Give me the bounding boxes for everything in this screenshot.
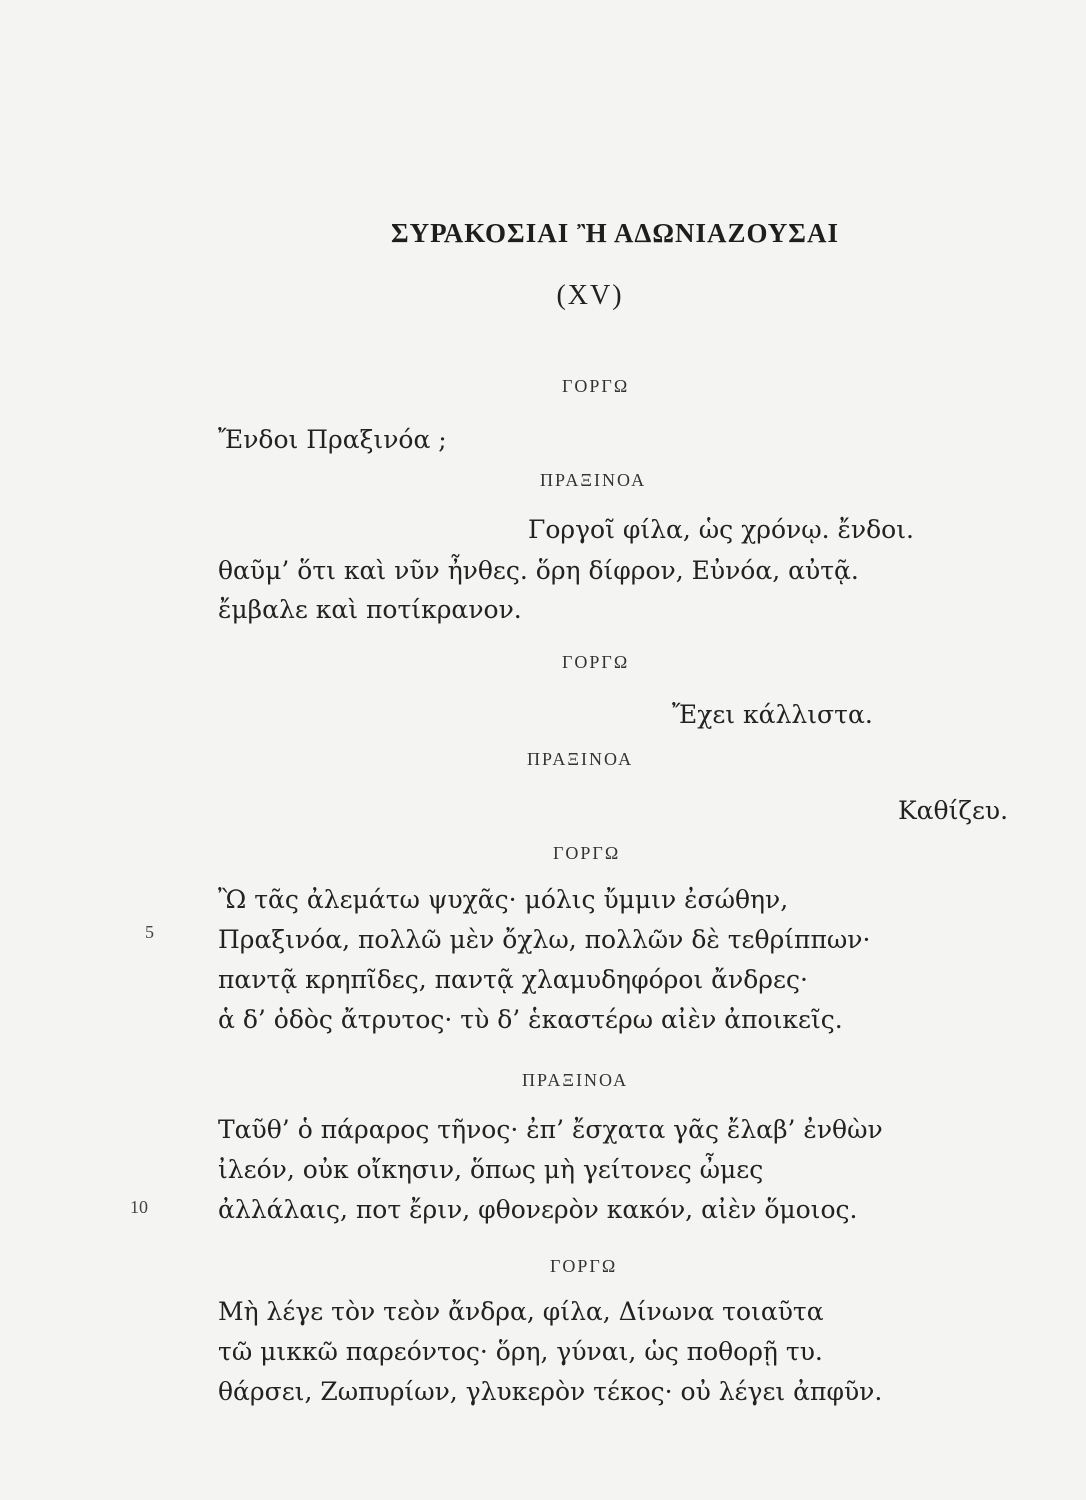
verse-line: Καθίζευ. (898, 796, 1009, 825)
verse-line: Πραξινόα, πολλῶ μὲν ὄχλω, πολλῶν δὲ τεθρίππων· (218, 925, 871, 954)
speaker-label: ΠΡΑΞΙΝΟΑ (522, 1070, 629, 1090)
speaker-label: ΓΟΡΓΩ (562, 376, 630, 396)
verse-line: παντᾷ κρηπῖδες, παντᾷ χλαμυδηφόροι ἄνδρες· (218, 965, 808, 994)
verse-line: Ἔνδοι Πραξινόα ; (218, 425, 447, 454)
verse-line: Ἔχει κάλλιστα. (672, 700, 873, 729)
speaker-label: ΓΟΡΓΩ (553, 843, 621, 863)
verse-line: Μὴ λέγε τὸν τεὸν ἄνδρα, φίλα, Δίνωνα τοιαῦτα (218, 1297, 824, 1326)
idyll-number: (XV) (556, 280, 624, 311)
verse-line: θαῦμ’ ὅτι καὶ νῦν ἦνθες. ὅρη δίφρον, Εὐνόα, αὐτᾷ. (218, 556, 859, 585)
verse-line: Γοργοῖ φίλα, ὡς χρόνῳ. ἔνδοι. (528, 515, 914, 544)
speaker-label: ΠΡΑΞΙΝΟΑ (540, 470, 647, 490)
verse-line: ἀλλάλαις, ποτ ἔριν, φθονερὸν κακόν, αἰὲν ὅμοιος. (218, 1195, 858, 1224)
verse-line: Ταῦθ’ ὁ πάραρος τῆνος· ἐπ’ ἔσχατα γᾶς ἔλαβ’ ἐνθὼν (218, 1115, 883, 1144)
verse-line: ἰλεόν, οὐκ οἴκησιν, ὅπως μὴ γείτονες ὦμες (218, 1155, 764, 1184)
verse-line: ἁ δ’ ὁδὸς ἄτρυτος· τὺ δ’ ἑκαστέρω αἰὲν ἀποικεῖς. (218, 1005, 843, 1034)
poem-title: ΣΥΡΑΚΟΣΙΑΙ Ἢ ΑΔΩΝΙΑΖΟΥΣΑΙ (391, 218, 839, 248)
verse-line: ἔμβαλε καὶ ποτίκρανον. (218, 595, 522, 624)
verse-line: Ὢ τᾶς ἀλεμάτω ψυχᾶς· μόλις ὔμμιν ἐσώθην, (218, 885, 789, 914)
line-number: 10 (130, 1197, 148, 1217)
verse-line: θάρσει, Ζωπυρίων, γλυκερὸν τέκος· οὐ λέγει ἀπφῦν. (218, 1377, 883, 1406)
verse-line: τῶ μικκῶ παρεόντος· ὅρη, γύναι, ὡς ποθορῇ τυ. (218, 1337, 823, 1366)
speaker-label: ΓΟΡΓΩ (562, 652, 630, 672)
speaker-label: ΓΟΡΓΩ (550, 1256, 618, 1276)
line-number: 5 (145, 922, 154, 942)
speaker-label: ΠΡΑΞΙΝΟΑ (527, 749, 634, 769)
